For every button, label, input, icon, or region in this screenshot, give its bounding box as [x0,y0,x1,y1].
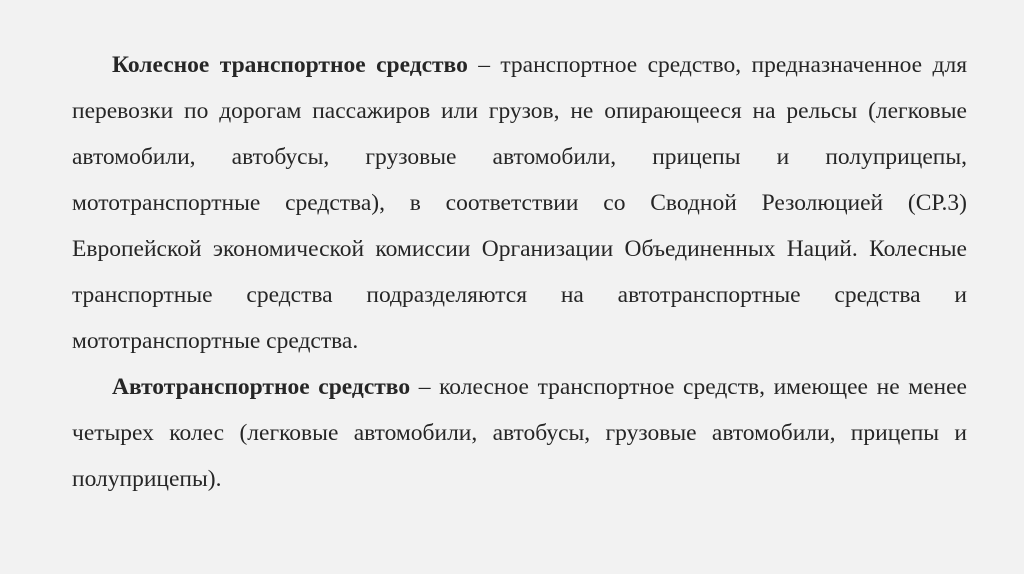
definition-wheeled-vehicle: – транспортное средство, предназначенное для перевозки по дорогам пассажиров или грузов, не опирающееся на рельсы (легковые автомобили, автобусы, грузовые автомобили, прицепы и полуприцепы, мототранспортные средства), в соответствии со Сводной Резолюцией (СР.3) Европейской экономической комиссии Организации Объединенных Наций. Колесные транспортные средства подразделяются на автотранспортные средства и мототранспортные средства. [72,52,967,354]
definition-paragraph-motor-vehicle [72,364,967,502]
term-motor-vehicle: Автотранспортное средство [112,374,411,400]
definition-paragraph-wheeled-vehicle [72,42,967,364]
term-wheeled-vehicle: Колесное транспортное средство [112,52,468,78]
definition-motor-vehicle: – колесное транспортное средств, имеющее не менее четырех колес (легковые автомобили, автобусы, грузовые автомобили, прицепы и полуприцепы). [72,374,967,492]
definitions-text [72,42,967,502]
